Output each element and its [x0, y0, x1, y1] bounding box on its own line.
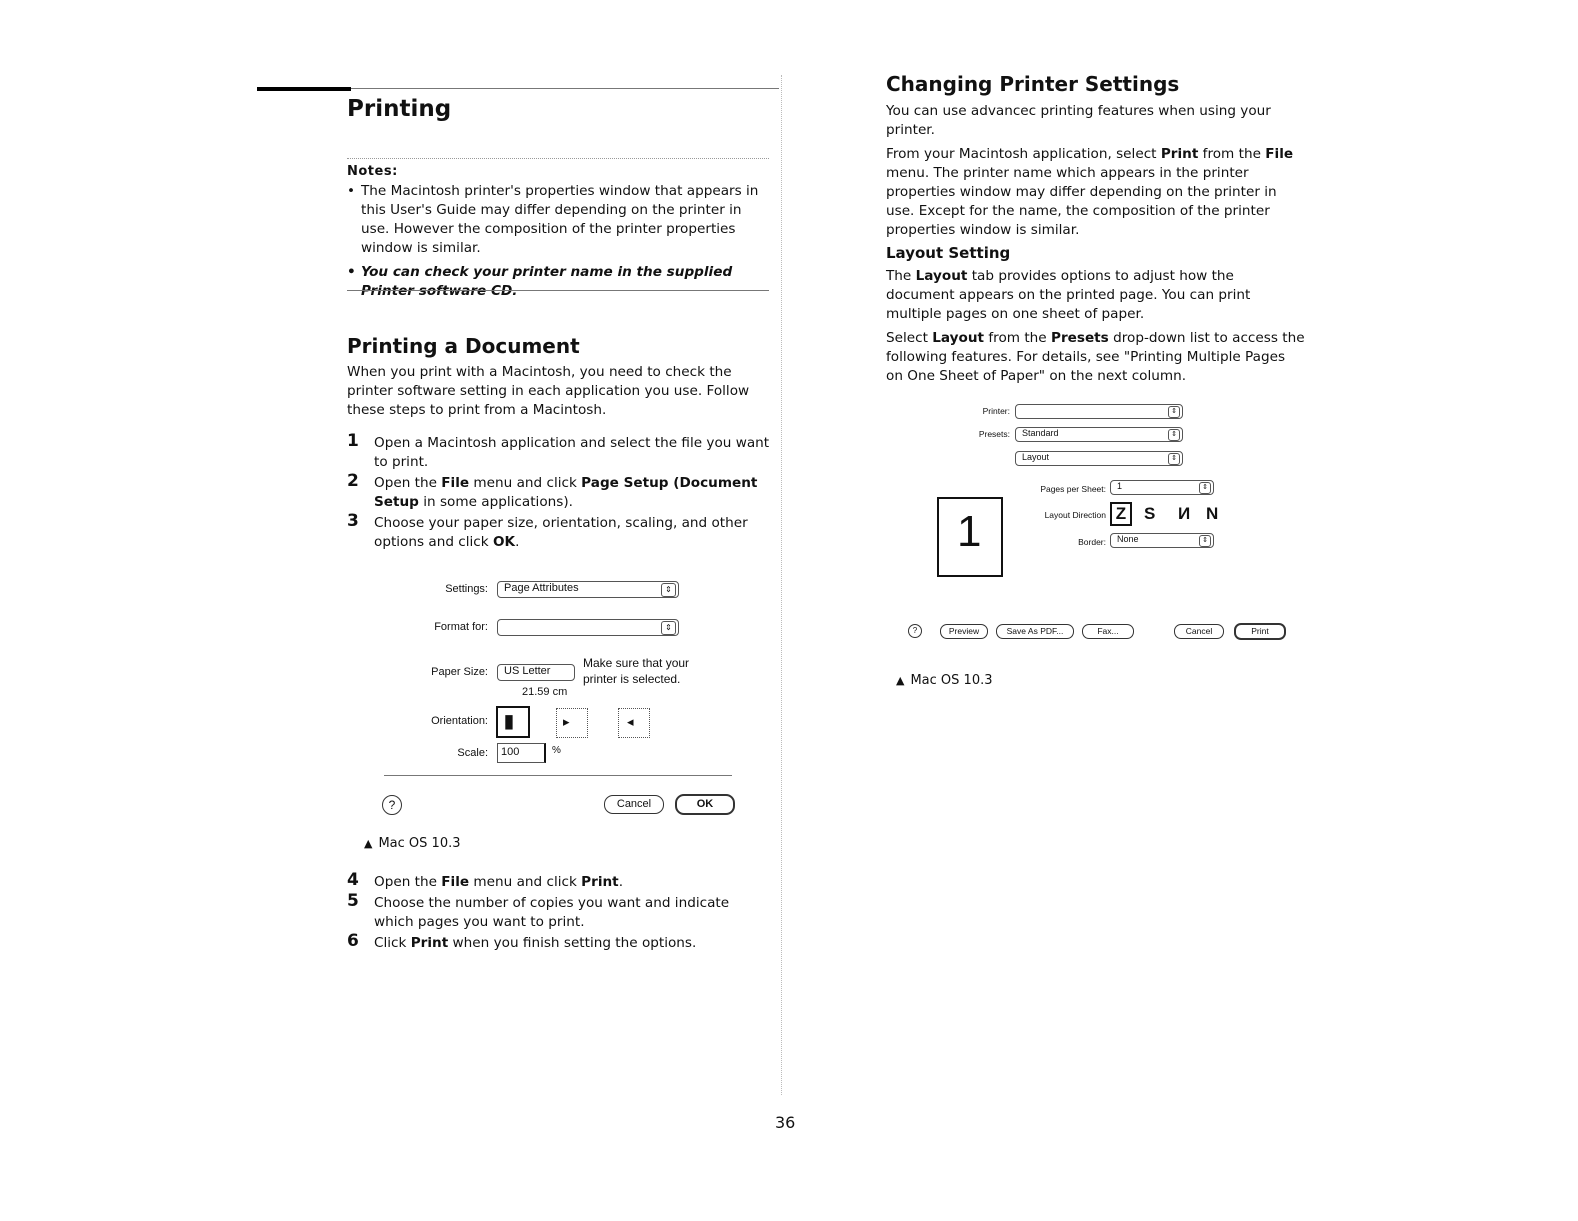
caption-text: Mac OS 10.3	[378, 836, 461, 851]
settings-popup[interactable]	[497, 581, 679, 598]
step-bold: File	[441, 475, 470, 491]
popup-arrows-icon: ⇕	[1168, 453, 1180, 465]
step-text: in some applications).	[418, 494, 573, 510]
layout-body	[886, 267, 1306, 391]
triangle-icon: ▲	[364, 837, 373, 850]
figure-caption	[896, 673, 993, 688]
help-button[interactable]: ?	[908, 624, 922, 638]
section-rule-thin	[351, 88, 779, 89]
doc-title: Printing a Document	[347, 334, 580, 358]
steps-list-b	[347, 870, 771, 955]
step-bold: Print	[410, 935, 449, 951]
step-text: Open the	[374, 475, 442, 491]
presets-popup[interactable]	[1015, 427, 1183, 442]
landscape-reverse-icon: ◂	[627, 714, 634, 729]
step-bold: Print	[581, 874, 619, 890]
step-text: Choose your paper size, orientation, scaling, and other options and click	[374, 515, 748, 550]
para-text: The	[886, 268, 916, 284]
cancel-button[interactable]: Cancel	[604, 795, 664, 814]
step-text: when you finish setting the options.	[448, 935, 697, 951]
triangle-icon: ▲	[896, 674, 905, 687]
scale-unit: %	[552, 745, 561, 756]
step-text: Choose the number of copies you want and indicate which pages you want to print.	[374, 895, 730, 930]
portrait-icon: ▮	[504, 711, 514, 731]
popup-arrows-icon: ⇕	[661, 621, 676, 635]
ok-button[interactable]: OK	[675, 794, 735, 815]
dialog-divider	[384, 775, 732, 776]
section-rule-thick	[257, 87, 351, 91]
right-paragraph: You can use advancec printing features when using your printer.	[886, 103, 1271, 138]
step-number: 5	[347, 891, 359, 911]
direction-n-mirror-icon[interactable]: И	[1178, 504, 1191, 523]
preview-button[interactable]: Preview	[940, 624, 988, 639]
step-text: Click	[374, 935, 411, 951]
panel-value: Layout	[1022, 452, 1050, 462]
pages-per-sheet-label: Pages per Sheet:	[1040, 484, 1106, 494]
para-text: tab provides options to adjust how the document appears on the printed page. You can print multiple pages on one sheet of paper.	[886, 268, 1251, 322]
step-text: Open the	[374, 874, 442, 890]
direction-z-icon[interactable]: Z	[1110, 502, 1132, 526]
printer-label: Printer:	[982, 406, 1010, 416]
settings-value: Page Attributes	[504, 582, 579, 594]
step-item	[347, 511, 771, 552]
paper-callout: Make sure that your printer is selected.	[583, 656, 690, 686]
step-number: 1	[347, 431, 359, 451]
presets-value: Standard	[1022, 428, 1059, 438]
paper-size-label: Paper Size:	[431, 666, 488, 678]
scale-input[interactable]	[497, 743, 546, 763]
para-bold: Print	[1160, 146, 1199, 162]
step-item	[347, 931, 771, 953]
step-bold: OK	[492, 534, 516, 550]
step-item	[347, 471, 771, 512]
layout-setting-title: Layout Setting	[886, 244, 1011, 262]
step-number: 2	[347, 471, 359, 491]
layout-direction-label: Layout Direction	[1044, 510, 1106, 520]
format-popup[interactable]	[497, 619, 679, 636]
scale-label: Scale:	[457, 747, 488, 759]
save-as-pdf-button[interactable]: Save As PDF...	[996, 624, 1074, 639]
note-item: • You can check your printer name in the supplied Printer software CD.	[347, 263, 769, 301]
step-item	[347, 891, 771, 932]
orientation-portrait-button[interactable]	[496, 706, 530, 738]
popup-arrows-icon: ⇕	[1168, 406, 1180, 418]
para-text: Select	[886, 330, 933, 346]
para-text: From your Macintosh application, select	[886, 146, 1161, 162]
para-bold: Layout	[915, 268, 968, 284]
para-bold: Presets	[1050, 330, 1109, 346]
popup-arrows-icon: ⇕	[1199, 482, 1211, 494]
step-text: menu and click	[469, 874, 582, 890]
step-bold: File	[441, 874, 470, 890]
step-text: menu and click	[469, 475, 582, 491]
layout-preview	[937, 497, 1003, 577]
orientation-label: Orientation:	[431, 715, 488, 727]
border-label: Border:	[1078, 537, 1106, 547]
para-text: from the	[1198, 146, 1266, 162]
fax-button[interactable]: Fax...	[1082, 624, 1134, 639]
print-button[interactable]: Print	[1234, 623, 1286, 640]
para-text: menu. The printer name which appears in the printer properties window may differ depending on the printer in use. Except for the name, the composition of the printer properties window is similar.	[886, 165, 1277, 238]
step-item	[347, 870, 771, 892]
right-paragraph	[886, 145, 1306, 240]
paper-size-value: US Letter	[504, 665, 551, 677]
orientation-landscape-button[interactable]	[556, 708, 588, 738]
pages-per-sheet-value: 1	[1117, 481, 1123, 491]
paper-dimension: 21.59 cm	[522, 686, 568, 698]
step-number: 6	[347, 931, 359, 951]
direction-n-icon[interactable]: N	[1206, 504, 1219, 523]
print-dialog	[900, 400, 1300, 645]
border-value: None	[1117, 534, 1139, 544]
note-item: • The Macintosh printer's properties window that appears in this User's Guide may differ depending on the printer in use. However the composition of the printer properties window is similar.	[347, 182, 769, 258]
steps-list-a	[347, 431, 771, 554]
page-setup-dialog	[370, 575, 770, 825]
right-body	[886, 102, 1306, 245]
popup-arrows-icon: ⇕	[1168, 429, 1180, 441]
cancel-button[interactable]: Cancel	[1174, 624, 1224, 639]
pages-per-sheet-popup[interactable]	[1110, 480, 1214, 495]
para-bold: File	[1265, 146, 1294, 162]
orientation-landscape-reverse-button[interactable]	[618, 708, 650, 738]
paper-size-popup[interactable]	[497, 664, 575, 681]
scale-value: 100	[501, 746, 520, 758]
popup-arrows-icon: ⇕	[661, 583, 676, 597]
figure-caption	[364, 836, 461, 851]
printer-popup[interactable]	[1015, 404, 1183, 419]
notes-rule-bottom	[347, 290, 769, 291]
preview-number: 1	[957, 507, 982, 556]
step-number: 3	[347, 511, 359, 531]
panel-popup[interactable]	[1015, 451, 1183, 466]
doc-intro: When you print with a Macintosh, you need to check the printer software setting in each application you use. Follow these steps to print from a Macintosh.	[347, 364, 750, 418]
para-bold: Layout	[932, 330, 985, 346]
popup-arrows-icon: ⇕	[1199, 535, 1211, 547]
right-title: Changing Printer Settings	[886, 72, 1180, 96]
landscape-icon: ▸	[563, 714, 570, 729]
column-separator	[781, 75, 782, 1095]
para-text: drop-down list to access the following features. For details, see "Printing Multiple Pages on One Sheet of Paper" on the next column.	[886, 330, 1305, 384]
para-text: from the	[984, 330, 1051, 346]
format-label: Format for:	[434, 621, 488, 633]
presets-label: Presets:	[978, 429, 1010, 439]
section-title: Printing	[347, 96, 452, 122]
right-paragraph	[886, 329, 1306, 386]
step-bold: Page Setup (Document Setup	[374, 475, 758, 510]
notes-label: Notes:	[347, 164, 398, 179]
notes-list	[347, 182, 769, 306]
page-number: 36	[775, 1113, 796, 1132]
step-text: .	[515, 534, 520, 550]
border-popup[interactable]	[1110, 533, 1214, 548]
step-number: 4	[347, 870, 359, 890]
notes-rule-top	[347, 158, 769, 159]
help-button[interactable]: ?	[382, 795, 402, 815]
right-paragraph	[886, 267, 1306, 324]
settings-label: Settings:	[445, 583, 488, 595]
caption-text: Mac OS 10.3	[910, 673, 993, 688]
direction-s-icon[interactable]: S	[1144, 504, 1156, 523]
step-item	[347, 431, 771, 472]
step-text: Open a Macintosh application and select the file you want to print.	[374, 435, 770, 470]
step-text: .	[618, 874, 624, 890]
